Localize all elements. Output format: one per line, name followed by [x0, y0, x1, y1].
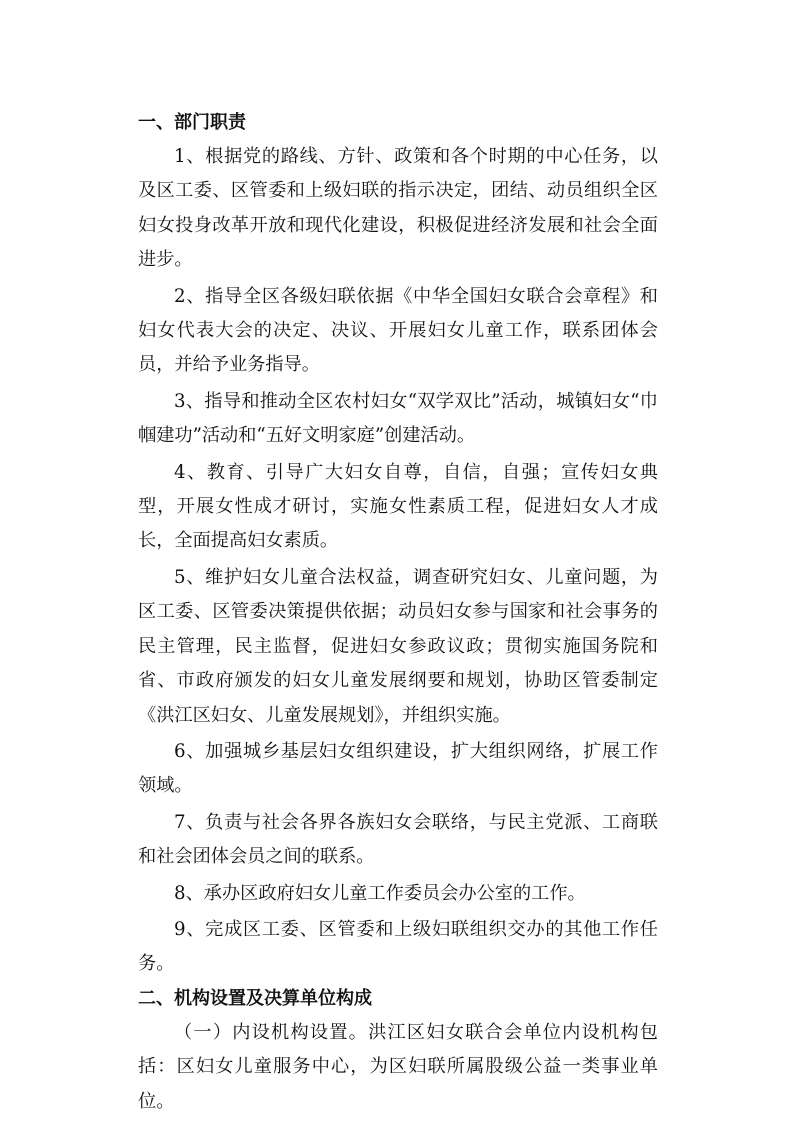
duty-item-3: 3、指导和推动全区农村妇女“双学双比”活动，城镇妇女“巾帼建功”活动和“五好文明家庭”创建活动。 [138, 390, 658, 447]
duty-item-7: 7、负责与社会各界各族妇女会联络，与民主党派、工商联和社会团体会员之间的联系。 [138, 811, 658, 868]
duty-item-1: 1、根据党的路线、方针、政策和各个时期的中心任务，以及区工委、区管委和上级妇联的指示决定，团结、动员组织全区妇女投身改革开放和现代化建设，积极促进经济发展和社会全面进步。 [138, 146, 658, 271]
duty-item-5: 5、维护妇女儿童合法权益，调查研究妇女、儿童问题，为区工委、区管委决策提供依据；动员妇女参与国家和社会事务的民主管理，民主监督，促进妇女参政议政；贯彻实施国务院和省、市政府颁发的妇女儿童发展纲要和规划，协助区管委制定《洪江区妇女、儿童发展规划》，并组织实施。 [138, 566, 658, 726]
duty-item-4: 4、教育、引导广大妇女自尊，自信，自强；宣传妇女典型，开展女性成才研讨，实施女性素质工程，促进妇女人才成长，全面提高妇女素质。 [138, 461, 658, 552]
duty-item-2: 2、指导全区各级妇联依据《中华全国妇女联合会章程》和妇女代表大会的决定、决议、开展妇女儿童工作，联系团体会员，并给予业务指导。 [138, 285, 658, 376]
structure-item-1: （一）内设机构设置。洪江区妇女联合会单位内设机构包括：区妇女儿童服务中心，为区妇联所属股级公益一类事业单位。 [138, 1021, 658, 1112]
duty-item-9: 9、完成区工委、区管委和上级妇联组织交办的其他工作任务。 [138, 918, 658, 975]
document-body [138, 106, 658, 1119]
duty-item-8: 8、承办区政府妇女儿童工作委员会办公室的工作。 [174, 882, 586, 904]
section-heading-duties: 一、部门职责 [138, 112, 246, 133]
duty-item-6: 6、加强城乡基层妇女组织建设，扩大组织网络，扩展工作领域。 [138, 740, 658, 797]
section-heading-structure: 二、机构设置及决算单位构成 [138, 987, 372, 1009]
